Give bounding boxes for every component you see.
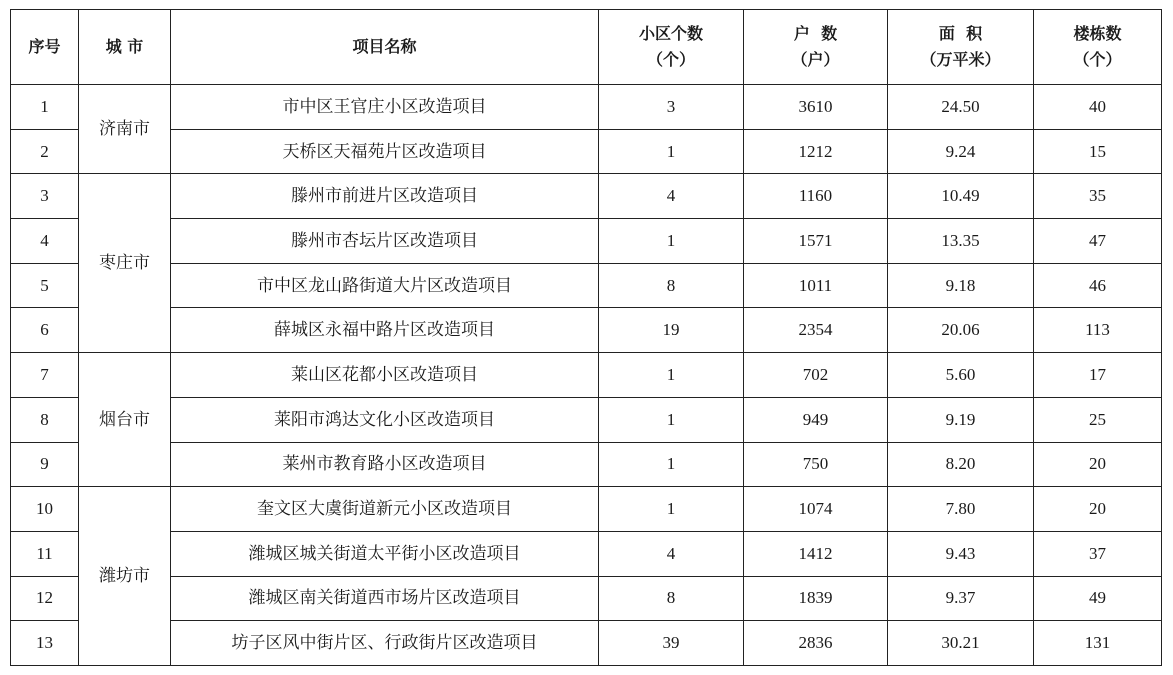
cell-households: 1412 xyxy=(744,531,888,576)
cell-project: 坊子区风中街片区、行政街片区改造项目 xyxy=(171,621,599,666)
cell-seq: 13 xyxy=(11,621,79,666)
cell-city: 潍坊市 xyxy=(79,487,171,666)
cell-households: 1212 xyxy=(744,129,888,174)
header-seq: 序号 xyxy=(11,10,79,85)
cell-communities: 39 xyxy=(599,621,744,666)
cell-project: 莱阳市鸿达文化小区改造项目 xyxy=(171,397,599,442)
cell-area: 9.19 xyxy=(888,397,1034,442)
cell-households: 3610 xyxy=(744,85,888,130)
header-communities-unit: （个） xyxy=(646,50,695,69)
cell-seq: 9 xyxy=(11,442,79,487)
cell-project: 莱州市教育路小区改造项目 xyxy=(171,442,599,487)
cell-buildings: 35 xyxy=(1034,174,1162,219)
table-row xyxy=(11,263,1162,308)
cell-seq: 3 xyxy=(11,174,79,219)
cell-communities: 1 xyxy=(599,129,744,174)
header-households xyxy=(744,10,888,85)
cell-area: 24.50 xyxy=(888,85,1034,130)
cell-buildings: 49 xyxy=(1034,576,1162,621)
header-buildings-label: 楼栋数 xyxy=(1073,24,1122,43)
cell-seq: 12 xyxy=(11,576,79,621)
header-project: 项目名称 xyxy=(171,10,599,85)
cell-households: 1011 xyxy=(744,263,888,308)
cell-households: 1074 xyxy=(744,487,888,532)
header-households-label: 户 数 xyxy=(793,24,838,43)
table-row xyxy=(11,85,1162,130)
cell-area: 8.20 xyxy=(888,442,1034,487)
cell-communities: 1 xyxy=(599,442,744,487)
cell-seq: 6 xyxy=(11,308,79,353)
table-row xyxy=(11,174,1162,219)
cell-project: 滕州市前进片区改造项目 xyxy=(171,174,599,219)
cell-buildings: 20 xyxy=(1034,487,1162,532)
header-households-unit: （户） xyxy=(791,50,840,69)
cell-seq: 4 xyxy=(11,219,79,264)
cell-city: 枣庄市 xyxy=(79,174,171,353)
cell-communities: 1 xyxy=(599,397,744,442)
cell-households: 1839 xyxy=(744,576,888,621)
header-communities xyxy=(599,10,744,85)
cell-area: 10.49 xyxy=(888,174,1034,219)
table-row xyxy=(11,487,1162,532)
table-row xyxy=(11,397,1162,442)
cell-area: 13.35 xyxy=(888,219,1034,264)
cell-area: 20.06 xyxy=(888,308,1034,353)
cell-buildings: 46 xyxy=(1034,263,1162,308)
cell-buildings: 131 xyxy=(1034,621,1162,666)
table-row xyxy=(11,442,1162,487)
cell-city: 烟台市 xyxy=(79,353,171,487)
cell-communities: 1 xyxy=(599,353,744,398)
cell-area: 9.18 xyxy=(888,263,1034,308)
cell-buildings: 40 xyxy=(1034,85,1162,130)
cell-project: 滕州市杏坛片区改造项目 xyxy=(171,219,599,264)
header-area-unit: （万平米） xyxy=(920,50,1001,69)
cell-communities: 19 xyxy=(599,308,744,353)
cell-project: 潍城区城关街道太平街小区改造项目 xyxy=(171,531,599,576)
cell-buildings: 15 xyxy=(1034,129,1162,174)
cell-project: 市中区龙山路街道大片区改造项目 xyxy=(171,263,599,308)
table-row xyxy=(11,219,1162,264)
cell-households: 2354 xyxy=(744,308,888,353)
cell-area: 30.21 xyxy=(888,621,1034,666)
cell-communities: 1 xyxy=(599,219,744,264)
cell-project: 天桥区天福苑片区改造项目 xyxy=(171,129,599,174)
cell-communities: 1 xyxy=(599,487,744,532)
cell-buildings: 17 xyxy=(1034,353,1162,398)
cell-households: 750 xyxy=(744,442,888,487)
cell-communities: 3 xyxy=(599,85,744,130)
cell-households: 2836 xyxy=(744,621,888,666)
cell-buildings: 25 xyxy=(1034,397,1162,442)
cell-buildings: 37 xyxy=(1034,531,1162,576)
header-buildings-unit: （个） xyxy=(1073,50,1122,69)
cell-seq: 2 xyxy=(11,129,79,174)
project-table xyxy=(10,9,1162,666)
cell-buildings: 47 xyxy=(1034,219,1162,264)
cell-area: 7.80 xyxy=(888,487,1034,532)
table-row xyxy=(11,531,1162,576)
header-area xyxy=(888,10,1034,85)
table-row xyxy=(11,353,1162,398)
cell-households: 949 xyxy=(744,397,888,442)
table-row xyxy=(11,129,1162,174)
cell-communities: 4 xyxy=(599,531,744,576)
table-row xyxy=(11,576,1162,621)
cell-buildings: 20 xyxy=(1034,442,1162,487)
cell-households: 1571 xyxy=(744,219,888,264)
cell-households: 702 xyxy=(744,353,888,398)
cell-area: 9.24 xyxy=(888,129,1034,174)
cell-communities: 4 xyxy=(599,174,744,219)
cell-project: 潍城区南关街道西市场片区改造项目 xyxy=(171,576,599,621)
cell-seq: 7 xyxy=(11,353,79,398)
header-communities-label: 小区个数 xyxy=(638,24,703,43)
header-row xyxy=(11,10,1162,85)
header-city: 城 市 xyxy=(79,10,171,85)
cell-communities: 8 xyxy=(599,263,744,308)
cell-buildings: 113 xyxy=(1034,308,1162,353)
table-row xyxy=(11,621,1162,666)
cell-area: 5.60 xyxy=(888,353,1034,398)
cell-city: 济南市 xyxy=(79,85,171,174)
cell-area: 9.43 xyxy=(888,531,1034,576)
cell-project: 莱山区花都小区改造项目 xyxy=(171,353,599,398)
table-body xyxy=(11,85,1162,666)
header-area-label: 面 积 xyxy=(938,24,983,43)
cell-households: 1160 xyxy=(744,174,888,219)
header-buildings xyxy=(1034,10,1162,85)
cell-area: 9.37 xyxy=(888,576,1034,621)
cell-seq: 1 xyxy=(11,85,79,130)
cell-seq: 8 xyxy=(11,397,79,442)
cell-seq: 10 xyxy=(11,487,79,532)
cell-seq: 11 xyxy=(11,531,79,576)
table-row xyxy=(11,308,1162,353)
cell-communities: 8 xyxy=(599,576,744,621)
cell-seq: 5 xyxy=(11,263,79,308)
cell-project: 薛城区永福中路片区改造项目 xyxy=(171,308,599,353)
cell-project: 奎文区大虞街道新元小区改造项目 xyxy=(171,487,599,532)
cell-project: 市中区王官庄小区改造项目 xyxy=(171,85,599,130)
